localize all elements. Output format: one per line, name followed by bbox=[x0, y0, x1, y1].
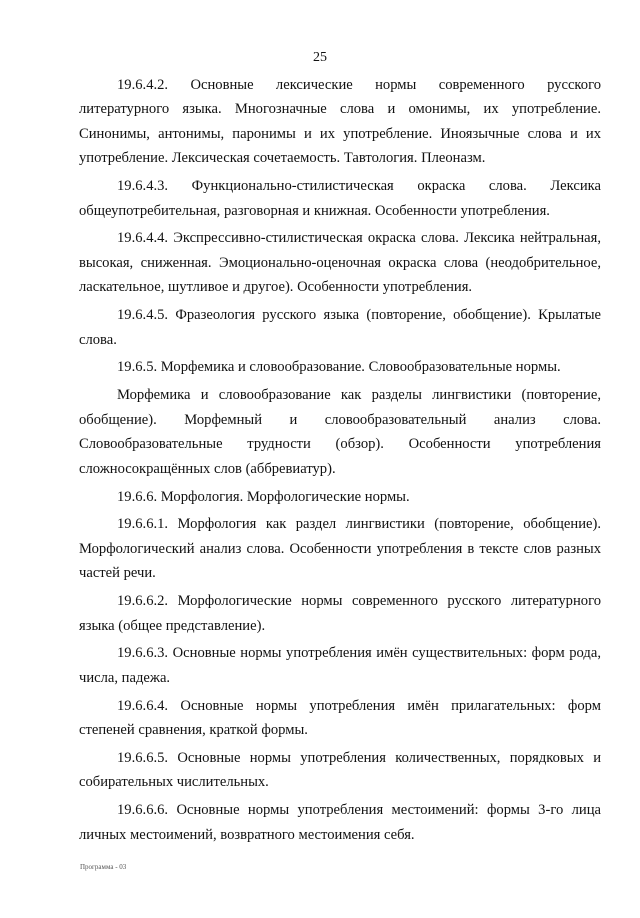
paragraph-19-6-4-4: 19.6.4.4. Экспрессивно-стилистическая окраска слова. Лексика нейтральная, высокая, сниженная. Эмоционально-оценочная окраска слова (неодобрительное, ласкательное, шутливое и другое). Особенности употребления. bbox=[79, 230, 601, 296]
document-body bbox=[79, 73, 601, 851]
page-number: 25 bbox=[313, 50, 327, 65]
paragraph-19-6-5: 19.6.5. Морфемика и словообразование. Словообразовательные нормы. bbox=[117, 359, 561, 376]
paragraph-19-6-6-5: 19.6.6.5. Основные нормы употребления количественных, порядковых и собирательных числительных. bbox=[79, 750, 601, 791]
paragraph-19-6-6-3: 19.6.6.3. Основные нормы употребления имён существительных: форм рода, числа, падежа. bbox=[79, 645, 601, 686]
paragraph-19-6-6: 19.6.6. Морфология. Морфологические нормы. bbox=[117, 488, 410, 505]
paragraph-19-6-6-4: 19.6.6.4. Основные нормы употребления имён прилагательных: форм степеней сравнения, краткой формы. bbox=[79, 697, 601, 739]
paragraph-morphemics: Морфемика и словообразование как разделы лингвистики (повторение, обобщение). Морфемный и словообразовательный анализ слова. Словообразовательные трудности (обзор). Особенности употребления сложносокращённых слов (аббревиатур). bbox=[79, 387, 601, 477]
paragraph-19-6-4-5: 19.6.4.5. Фразеология русского языка (повторение, обобщение). Крылатые слова. bbox=[79, 307, 601, 348]
paragraph-19-6-4-2: 19.6.4.2. Основные лексические нормы современного русского литературного языка. Многозначные слова и омонимы, их употребление. Синонимы, антонимы, паронимы и их употребление. Иноязычные слова и их употребление. Лексическая сочетаемость. Тавтология. Плеоназм. bbox=[79, 77, 601, 167]
page-footer: Программа - 03 bbox=[80, 863, 127, 871]
paragraph-19-6-6-2: 19.6.6.2. Морфологические нормы современного русского литературного языка (общее представление). bbox=[79, 593, 601, 634]
paragraph-19-6-4-3: 19.6.4.3. Функционально-стилистическая окраска слова. Лексика общеупотребительная, разговорная и книжная. Особенности употребления. bbox=[79, 178, 601, 219]
paragraph-19-6-6-6: 19.6.6.6. Основные нормы употребления местоимений: формы 3-го лица личных местоимений, возвратного местоимения себя. bbox=[79, 802, 601, 843]
paragraph-19-6-6-1: 19.6.6.1. Морфология как раздел лингвистики (повторение, обобщение). Морфологический анализ слова. Особенности употребления в тексте слов разных частей речи. bbox=[79, 516, 601, 582]
